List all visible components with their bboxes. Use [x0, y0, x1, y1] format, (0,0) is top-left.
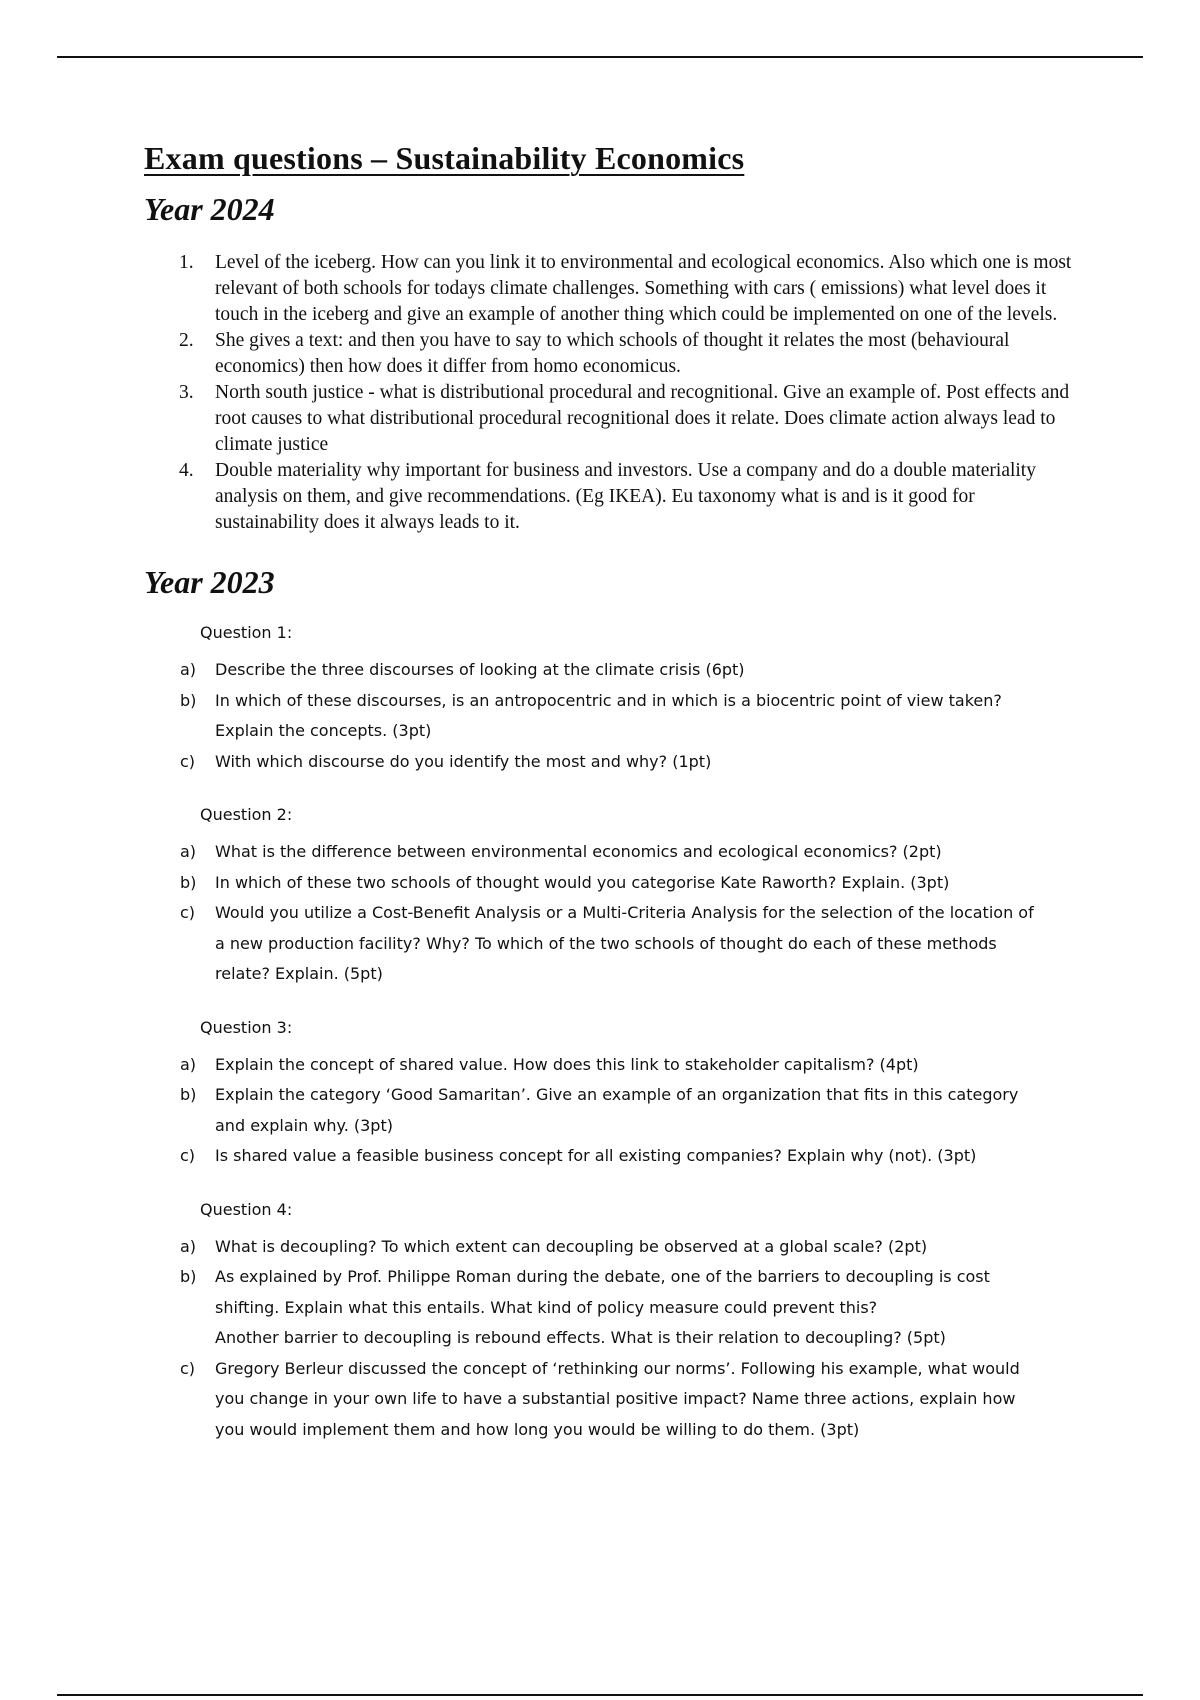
document-title: Exam questions – Sustainability Economics [144, 140, 745, 176]
sub-question-label: c) [180, 751, 196, 771]
question-title: Question 2: [200, 805, 293, 824]
sub-question-line: you change in your own life to have a substantial positive impact? Name three actions, explain how [215, 1389, 1016, 1408]
question-title: Question 3: [200, 1017, 293, 1037]
sub-question-label: b) [180, 1267, 197, 1286]
question-spacer [144, 777, 1074, 805]
sub-question-line: What is the difference between environmental economics and ecological economics? (2pt) [215, 842, 942, 861]
question-2024-4 [179, 458, 1074, 536]
year-2024-question-list [144, 250, 1074, 536]
sub-question-b [144, 868, 1074, 899]
sub-question-c [144, 1354, 1074, 1446]
question-2023-4 [144, 1172, 1074, 1446]
sub-question-label: b) [180, 690, 197, 710]
question-spacer [144, 990, 1074, 1018]
sub-question-line: relate? Explain. (5pt) [215, 964, 383, 983]
sub-question-line: Explain the category ‘Good Samaritan’. Give an example of an organization that fits in this category [215, 1085, 1019, 1104]
sub-question-a [144, 655, 1074, 686]
question-title: Question 4: [200, 1199, 293, 1219]
top-rule [57, 56, 1143, 58]
question-text: She gives a text: and then you have to say to which schools of thought it relates the most (behavioural economics) then how does it differ from homo economicus. [215, 330, 1010, 377]
sub-question-line: As explained by Prof. Philippe Roman during the debate, one of the barriers to decoupling is cost [215, 1267, 990, 1286]
sub-question-label: c) [180, 1358, 196, 1378]
sub-question-line: Explain the concept of shared value. How does this link to stakeholder capitalism? (4pt) [215, 1054, 919, 1074]
question-number: 2. [179, 330, 194, 351]
sub-question-line: In which of these two schools of thought would you categorise Kate Raworth? Explain. (3pt) [215, 872, 950, 892]
sub-question-c [144, 1141, 1074, 1172]
bottom-rule [57, 1694, 1143, 1696]
sub-question-a [144, 1232, 1074, 1263]
sub-question-b [144, 1080, 1074, 1141]
sub-question-b [144, 686, 1074, 747]
year-2024-heading: Year 2024 [144, 191, 275, 227]
sub-question-line: With which discourse do you identify the most and why? (1pt) [215, 751, 712, 771]
sub-question-label: b) [180, 1085, 197, 1104]
question-text: North south justice - what is distributional procedural and recognitional. Give an example of. Post effects and root causes to what distributional procedural recognitional does it relate. Does climate action always lead to climate justice [215, 382, 1070, 455]
sub-question-line: Another barrier to decoupling is rebound effects. What is their relation to decoupling? (5pt) [215, 1328, 946, 1347]
sub-question-c [144, 747, 1074, 778]
question-spacer [144, 1172, 1074, 1200]
sub-question-line: Gregory Berleur discussed the concept of ‘rethinking our norms’. Following his example, what would [215, 1358, 1020, 1378]
sub-question-label: b) [180, 872, 197, 892]
question-2024-3 [179, 380, 1074, 458]
question-number: 4. [179, 460, 194, 481]
question-2023-1 [144, 623, 1074, 777]
question-number: 3. [179, 382, 194, 403]
question-text: Double materiality why important for business and investors. Use a company and do a double materiality analysis on them, and give recommendations. (Eg IKEA). Eu taxonomy what is and is it good for sustainability does it always leads to it. [215, 460, 1036, 533]
year-2023-question-list [144, 623, 1074, 1445]
sub-question-label: a) [180, 1054, 197, 1074]
sub-question-line: Explain the concepts. (3pt) [215, 721, 432, 740]
year-2023-heading: Year 2023 [144, 564, 275, 600]
sub-question-label: c) [180, 1146, 196, 1165]
sub-question-c [144, 898, 1074, 990]
sub-question-a [144, 1050, 1074, 1081]
sub-question-line: a new production facility? Why? To which of the two schools of thought do each of these methods [215, 933, 997, 953]
question-title: Question 1: [200, 623, 293, 642]
sub-question-label: a) [180, 1236, 197, 1256]
question-2024-2 [179, 328, 1074, 380]
question-2024-1 [179, 250, 1074, 328]
sub-question-line: Describe the three discourses of looking at the climate crisis (6pt) [215, 660, 745, 679]
question-2023-3 [144, 990, 1074, 1172]
sub-question-line: Is shared value a feasible business concept for all existing companies? Explain why (not). (3pt) [215, 1146, 977, 1165]
sub-question-line: Would you utilize a Cost-Benefit Analysis or a Multi-Criteria Analysis for the selection of the location of [215, 903, 1034, 922]
sub-question-label: c) [180, 903, 196, 922]
sub-question-line: In which of these discourses, is an antropocentric and in which is a biocentric point of view taken? [215, 690, 1002, 710]
sub-question-line: and explain why. (3pt) [215, 1115, 393, 1135]
sub-question-label: a) [180, 660, 197, 679]
question-2023-2 [144, 777, 1074, 990]
sub-question-label: a) [180, 842, 197, 861]
sub-question-a [144, 837, 1074, 868]
question-number: 1. [179, 252, 194, 273]
sub-question-line: shifting. Explain what this entails. What kind of policy measure could prevent this? [215, 1297, 878, 1317]
sub-question-b [144, 1262, 1074, 1354]
sub-question-line: What is decoupling? To which extent can decoupling be observed at a global scale? (2pt) [215, 1236, 928, 1256]
question-text: Level of the iceberg. How can you link it to environmental and ecological economics. Also which one is most relevant of both schools for todays climate challenges. Something with cars ( emissions) what level does it touch in the iceberg and give an example of another thing which could be implemented on one of the levels. [215, 252, 1072, 325]
exam-document [144, 140, 1074, 1445]
sub-question-line: you would implement them and how long you would be willing to do them. (3pt) [215, 1419, 860, 1439]
